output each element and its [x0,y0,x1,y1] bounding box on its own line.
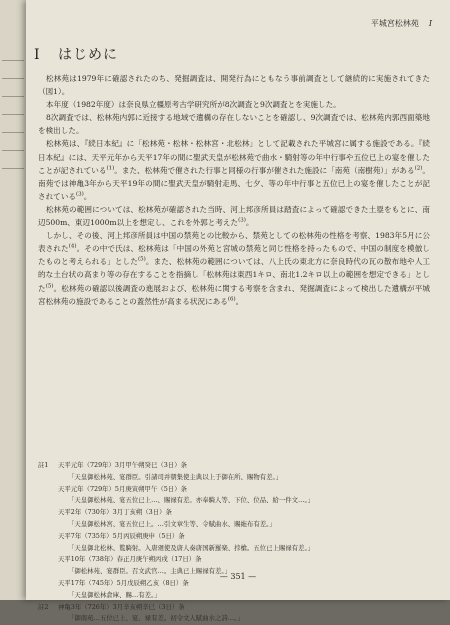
paragraph: 8次調査では、松林苑内郭に近接する地域で遺構の存在しないことを確認し、9次調査では、松林苑内郭西面築地を検出した。 [38,113,430,136]
note-line: 「天皇御松林苑、宴群臣。引諸司并朝集使主典以上于御在所、賜物有差。」 [68,472,283,481]
header-page-roman: I [428,19,432,28]
note-line: 註2 神亀3年（726年）3月辛亥朔辛巳（3日）条 [38,602,430,614]
note-line: 註1 天平元年（729年）3月甲午朔癸巳（3日）条 [38,460,430,472]
note-ref: (3) [75,191,84,198]
note-ref: (2) [414,165,423,172]
note-line: 「天皇御松林倉庫、賜…有差。」 [68,590,161,599]
note-label: 註1 [38,461,49,469]
note-ref: (3) [238,217,246,224]
note-line: 「天皇御松林苑、宴五位已上…、賜禄有差。亦奉騎人等、下位、位品、給一件文…。」 [68,496,315,505]
note-line: 天平元年（729年）5月庚寅朔甲午（5日）条 [58,484,187,493]
body-text [38,72,430,308]
note-ref: (4) [68,243,77,250]
running-header [371,18,432,29]
paragraph: 松林苑の範囲については、松林苑が確認された当時、河上邦彦所員は踏査によって確認できた土塁をもとに、南辺500m、東辺1000m以上を想定し、これを外郭と考えた$^{(3)}$。 [38,204,430,228]
note-label: 註2 [38,602,49,611]
note-line: 天平2年（730年）3月丁亥朔（3日）条 [58,508,172,517]
note-line: 天平17年（745年）5月戊辰朔乙亥（8日）条 [58,578,189,587]
note-line: 「天皇御北松林、覧騎射。入唐廻使及唐人奏唐国新羅楽、挊槍。五位已上賜禄有差。」 [68,543,315,552]
footnotes [38,460,430,625]
note-ref: (5) [137,256,146,263]
section-title: はじめに [57,47,118,63]
paragraph: 本年度（1982年度）は奈良県立橿原考古学研究所が8次調査と9次調査とを実施した。 [46,100,341,110]
section-number: I [34,47,41,63]
header-title: 平城宮松林苑 [370,19,419,28]
page-number: — 351 — [219,572,257,581]
note-line: 「天皇御松林宮、宴五位已上。…引文章生等、令賦曲水、賜絁布有差。」 [68,519,276,528]
paragraph: しかし、その後、河上邦彦所員は中国の禁苑との比較から、禁苑としての松林苑の性格を考察、1983年5月に公表された$^{(4)}$。その中で氏は、松林苑は「中国の外苑と宮城の禁苑と同じ性格を持ったもので、中国の制度を模倣したものと考えられる」とした$^{(5)}$。また、松林苑の範囲については、八上氏の東北方に奈良時代の瓦の散布地や人工的な土台状の高まり等の存在することを指摘し「松林苑は東西1キロ、南北1.2キロ以上の範囲を想定できる」とした$^{(5)}$。松林苑の確認以後調査の進展および、松林苑に関する考察を含まれ、発掘調査によって検出した遺構が平城宮松林苑の施設であることの蓋然性が高まる状況にある$^{(6)}$。 [38,231,431,306]
note-line: 天平10年（738年）春正月庚午朔丙戌（17日）条 [58,555,202,564]
paragraph: 松林苑は、『続日本紀』に「松林苑・松林・松林宮・北松林」として記載された平城宮に属する施設である。『続日本紀』には、天平元年から天平17年の間に聖武天皇が松林苑で曲水・騎射等の年中行事や五位已上の宴を催したことが記されている$^{(1)}$。また、松林苑で催された行事と同様の行事が催された施設に「南苑（南樹苑）」がある$^{(2)}$。南苑では神亀3年から天平19年の間に聖武天皇が騎射走馬、七夕、等の年中行事と五位已上の宴を催したことが記されている$^{(3)}$。 [38,139,430,201]
note-line: 天平7年（735年）5月丙辰朔庚申（5日）条 [58,531,185,540]
note-ref: (1) [106,165,115,172]
adjacent-page-edge [0,0,26,600]
note-ref: (6) [227,296,236,303]
document-page [26,0,450,623]
note-line: 「御南苑…五位已上、宴、禄有差。初令文人賦曲水之詩…。」 [68,614,244,623]
section-heading [34,44,118,64]
note-line: 「御松林苑、宴群臣。召文武官…。主典已上賜禄有差。」 [68,567,231,576]
note-ref: (5) [45,282,54,289]
paragraph: 松林苑は1979年に確認されたのち、発掘調査は、開発行為にともなう事前調査として継続的に実施されてきた（図1）。 [38,74,430,97]
